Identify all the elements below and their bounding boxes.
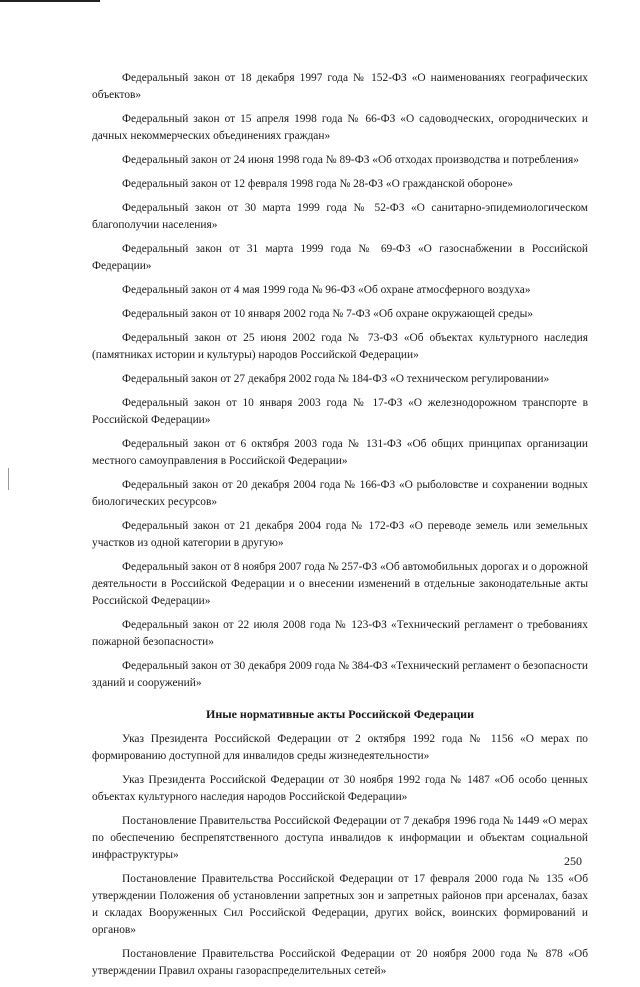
law-item: Федеральный закон от 30 декабря 2009 года № 384-ФЗ «Технический регламент о безопасности зданий и сооружений» [92, 660, 588, 689]
law-item: Федеральный закон от 21 декабря 2004 года № 172-ФЗ «О переводе земель или земельных участков из одной категории в другую» [92, 520, 588, 549]
law-item: Федеральный закон от 8 ноября 2007 года № 257-ФЗ «Об автомобильных дорогах и о дорожной деятельности в Российской Федерации и о внесении изменений в отдельные законодательные акты Российской Федерации» [92, 561, 588, 607]
law-item: Федеральный закон от 27 декабря 2002 года № 184-ФЗ «О техническом регулировании» [122, 373, 550, 385]
law-item: Федеральный закон от 30 марта 1999 года № 52-ФЗ «О санитарно-эпидемиологическом благополучии населения» [92, 202, 588, 231]
act-item: Постановление Правительства Российской Федерации от 17 февраля 2000 года № 135 «Об утверждении Положения об установлении запретных зон и запретных районов при арсеналах, базах и складах Вооруженных Сил Российской Федерации, других войск, воинских формирований и органов» [92, 873, 588, 936]
law-item: Федеральный закон от 12 февраля 1998 года № 28-ФЗ «О гражданской обороне» [122, 178, 513, 190]
top-rule [0, 0, 100, 2]
law-item: Федеральный закон от 4 мая 1999 года № 96-ФЗ «Об охране атмосферного воздуха» [122, 284, 531, 296]
other-acts-list [92, 731, 588, 980]
margin-mark [8, 468, 9, 490]
law-item: Федеральный закон от 31 марта 1999 года № 69-ФЗ «О газоснабжении в Российской Федерации» [92, 243, 588, 272]
act-item: Постановление Правительства Российской Федерации от 7 декабря 1996 года № 1449 «О мерах по обеспечению беспрепятственного доступа инвалидов к информации и объектам социальной инфраструктуры» [92, 815, 588, 861]
law-item: Федеральный закон от 24 июня 1998 года № 89-ФЗ «Об отходах производства и потребления» [122, 154, 579, 166]
law-item: Федеральный закон от 20 декабря 2004 года № 166-ФЗ «О рыболовстве и сохранении водных биологических ресурсов» [92, 479, 588, 508]
section-heading: Иные нормативные акты Российской Федерации [205, 707, 474, 721]
law-item: Федеральный закон от 22 июля 2008 года № 123-ФЗ «Технический регламент о требованиях пожарной безопасности» [92, 619, 588, 648]
law-item: Федеральный закон от 10 января 2003 года № 17-ФЗ «О железнодорожном транспорте в Российской Федерации» [92, 397, 588, 426]
act-item: Указ Президента Российской Федерации от 2 октября 1992 года № 1156 «О мерах по формированию доступной для инвалидов среды жизнедеятельности» [92, 733, 588, 762]
law-item: Федеральный закон от 10 января 2002 года № 7-ФЗ «Об охране окружающей среды» [122, 308, 533, 320]
law-item: Федеральный закон от 15 апреля 1998 года № 66-ФЗ «О садоводческих, огороднических и дачных некоммерческих объединениях граждан» [92, 113, 588, 142]
document-page [92, 70, 588, 987]
law-item: Федеральный закон от 18 декабря 1997 года № 152-ФЗ «О наименованиях географических объектов» [92, 72, 588, 101]
law-item: Федеральный закон от 6 октября 2003 года № 131-ФЗ «Об общих принципах организации местного самоуправления в Российской Федерации» [92, 438, 588, 467]
page-number: 250 [564, 854, 582, 868]
law-item: Федеральный закон от 25 июня 2002 года № 73-ФЗ «Об объектах культурного наследия (памятниках истории и культуры) народов Российской Федерации» [92, 332, 588, 361]
federal-laws-list [92, 70, 588, 692]
act-item: Указ Президента Российской Федерации от 30 ноября 1992 года № 1487 «Об особо ценных объектах культурного наследия народов Российской Федерации» [92, 774, 588, 803]
act-item: Постановление Правительства Российской Федерации от 20 ноября 2000 года № 878 «Об утверждении Правил охраны газораспределительных сетей» [92, 948, 588, 977]
